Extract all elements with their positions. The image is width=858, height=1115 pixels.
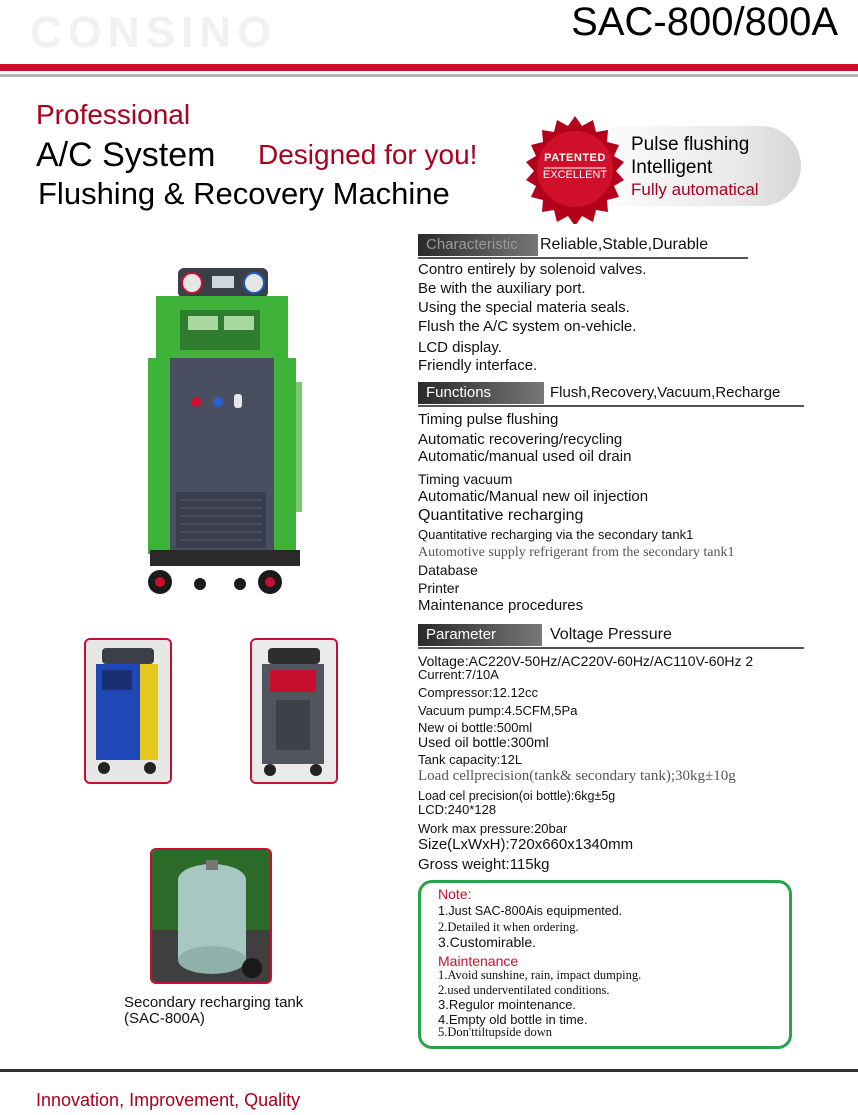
machine-variant-gray-icon: [252, 640, 336, 782]
function-item: Timing vacuum: [418, 471, 513, 487]
feature-intelligent: Intelligent: [631, 157, 713, 178]
parameter-item: Load cellprecision(tank& secondary tank);30kg±10g: [418, 768, 736, 784]
maintenance-item: 2.used underventilated conditions.: [438, 983, 610, 997]
seal-excellent-text: EXCELLENT: [542, 169, 608, 181]
machine-variant-yellow-icon: [86, 640, 170, 782]
note-item: 3.Customirable.: [438, 934, 537, 950]
parameter-item: Work max pressure:20bar: [418, 821, 568, 836]
tank-icon: [152, 850, 270, 982]
maintenance-item: 5.Don'ttiltupside down: [438, 1025, 553, 1039]
char-item: Be with the auxiliary port.: [418, 280, 586, 297]
parameter-label: Parameter: [426, 626, 497, 643]
char-item: LCD display.: [418, 339, 502, 356]
function-item: Automatic/manual used oil drain: [418, 448, 632, 465]
parameter-item: Compressor:12.12cc: [418, 685, 538, 700]
function-item: Database: [418, 562, 478, 578]
parameter-item: New oi bottle:500ml: [418, 720, 533, 735]
function-item: Quantitative recharging: [418, 507, 584, 524]
parameter-header: [418, 624, 804, 646]
parameter-header-rule: [418, 647, 804, 649]
char-item: Flush the A/C system on-vehicle.: [418, 318, 637, 335]
headline-machine: Flushing & Recovery Machine: [38, 176, 450, 211]
secondary-tank-image: [150, 848, 272, 984]
parameter-desc: Voltage Pressure: [550, 626, 672, 643]
note-title: Note:: [438, 886, 472, 902]
function-item: Quantitative recharging via the secondary tank1: [418, 527, 694, 542]
maintenance-item: 1.Avoid sunshine, rain, impact dumping.: [438, 968, 642, 982]
function-item: Automatic recovering/recycling: [418, 431, 623, 448]
functions-header: [418, 382, 804, 404]
function-item: Maintenance procedures: [418, 597, 584, 614]
header-red-band: [0, 64, 858, 71]
parameter-item: Size(LxWxH):720x660x1340mm: [418, 836, 634, 853]
parameter-item: Gross weight:115kg: [418, 856, 550, 873]
characteristics-header: [418, 234, 748, 256]
maintenance-title: Maintenance: [438, 953, 519, 969]
parameter-item: Vacuum pump:4.5CFM,5Pa: [418, 703, 578, 718]
model-number: SAC-800/800A: [571, 0, 838, 44]
feature-fully-automatical: Fully automatical: [631, 180, 759, 199]
char-item: Contro entirely by solenoid valves.: [418, 261, 647, 278]
function-item: Timing pulse flushing: [418, 411, 559, 428]
maintenance-item: 4.Empty old bottle in time.: [438, 1012, 588, 1027]
parameter-item: Used oil bottle:300ml: [418, 734, 549, 750]
function-item: Automatic/Manual new oil injection: [418, 488, 649, 505]
characteristics-desc: Reliable,Stable,Durable: [540, 236, 709, 253]
functions-header-rule: [418, 405, 804, 407]
functions-desc: Flush,Recovery,Vacuum,Recharge: [550, 384, 781, 401]
function-item: Printer: [418, 580, 460, 596]
functions-label: Functions: [426, 384, 492, 401]
characteristics-header-rule: [418, 257, 748, 259]
brand-watermark: CONSINO: [30, 8, 278, 57]
parameter-item: Load cel precision(oi bottle):6kg±5g: [418, 789, 616, 803]
seal-patented-text: PATENTED: [544, 152, 606, 164]
parameter-item: Tank capacity:12L: [418, 752, 523, 767]
note-item: 1.Just SAC-800Ais equipmented.: [438, 904, 623, 918]
function-item: Automotive supply refrigerant from the secondary tank1: [418, 545, 735, 560]
variant-yellow-blue-image: [84, 638, 172, 784]
footer-rule: [0, 1069, 858, 1072]
note-item: 2.Detailed it when ordering.: [438, 920, 579, 934]
headline-tagline: Designed for you!: [258, 139, 478, 170]
tank-caption: [124, 995, 303, 1027]
footer-slogan: Innovation, Improvement, Quality: [36, 1090, 301, 1110]
variant-gray-image: [250, 638, 338, 784]
parameter-item: Current:7/10A: [418, 667, 499, 682]
feature-pulse-flushing: Pulse flushing: [631, 134, 750, 155]
char-item: Friendly interface.: [418, 357, 538, 374]
char-item: Using the special materia seals.: [418, 299, 630, 316]
header-gray-band: [0, 74, 858, 77]
main-machine-image: [140, 262, 312, 602]
characteristics-label: Characteristic: [426, 236, 518, 253]
parameter-item: Voltage:AC220V-50Hz/AC220V-60Hz/AC110V-60Hz 2: [418, 653, 754, 669]
tank-caption-line1: Secondary recharging tank: [124, 994, 304, 1011]
tank-caption-line2: (SAC-800A): [124, 1010, 205, 1027]
headline-ac-system: A/C System: [36, 136, 216, 174]
headline-professional: Professional: [36, 99, 191, 130]
parameter-item: LCD:240*128: [418, 802, 497, 817]
maintenance-item: 3.Regulor mointenance.: [438, 997, 577, 1012]
